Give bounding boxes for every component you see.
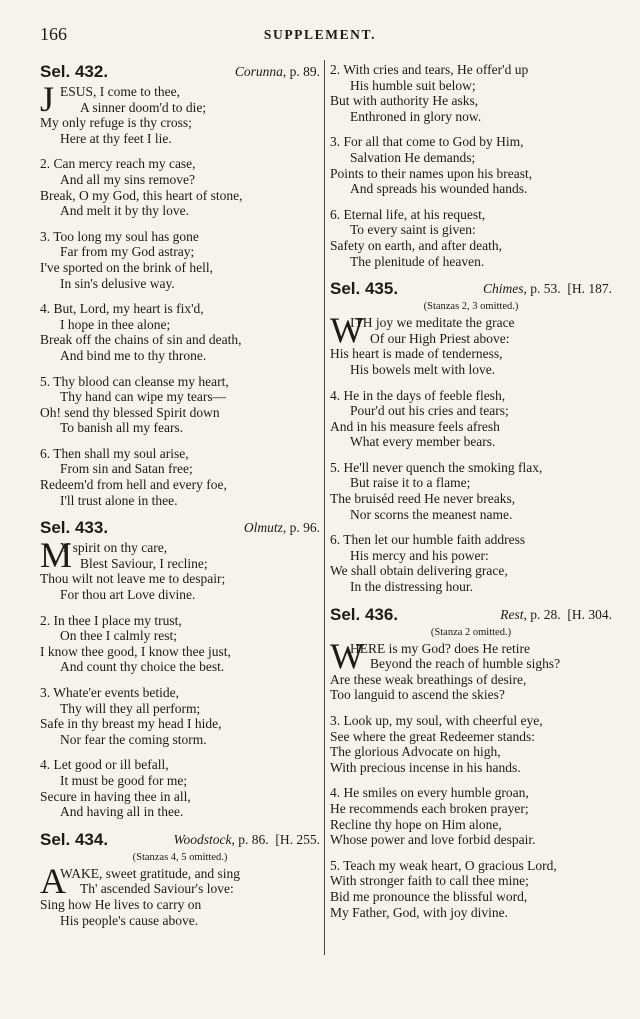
tune-reference [500, 607, 612, 623]
verse-line: 2. In thee I place my trust, [40, 612, 182, 628]
page-header [40, 24, 600, 46]
verse-line: 5. Teach my weak heart, O gracious Lord, [330, 857, 557, 873]
verse-line: To every saint is given: [350, 222, 476, 238]
verse-line: Thou wilt not leave me to despair; [40, 571, 226, 587]
verse-line: I hope in thee alone; [60, 316, 171, 332]
hymn-436-heading [330, 605, 612, 625]
stanza [330, 134, 612, 196]
page-number: 166 [40, 24, 67, 44]
verse-line: Y spirit on thy care, [60, 540, 168, 556]
tune-name: Chimes [483, 281, 524, 297]
right-column [330, 62, 612, 930]
verse-line: In sin's delusive way. [60, 275, 175, 291]
verse-line: On thee I calmly rest; [60, 628, 177, 644]
verse-line: Thy hand can wipe my tears— [60, 389, 227, 405]
stanza [330, 858, 612, 920]
verse-line: Nor fear the coming storm. [60, 731, 207, 747]
verse-line: 2. Can mercy reach my case, [40, 156, 196, 172]
stanza [40, 685, 320, 747]
stanza [40, 156, 320, 218]
drop-cap: A [40, 860, 66, 901]
verse-line: 3. Look up, my soul, with cheerful eye, [330, 713, 543, 728]
tune-name: Corunna [234, 64, 283, 79]
verse-line: Are these weak breathings of desire, [330, 671, 527, 687]
verse-line: 3. For all that come to God by Him, [330, 134, 524, 150]
verse-line: HERE is my God? does He retire [350, 640, 530, 656]
stanza-first [40, 860, 320, 928]
verse-line: The glorious Advocate on high, [330, 744, 501, 760]
verse-line: Break, O my God, this heart of stone, [40, 187, 243, 203]
verse-line: The bruiséd reed He never breaks, [330, 491, 516, 507]
verse-line: And in his measure feels afresh [330, 418, 500, 434]
verse-line: Break off the chains of sin and death, [40, 332, 242, 348]
verse-line: Safe in thy breast my head I hide, [40, 716, 222, 732]
verse-line: 6. Then let our humble faith address [330, 532, 526, 548]
verse-line: Whose power and love forbid despair. [330, 832, 536, 848]
hymnal-reference: [H. 255. [275, 831, 320, 847]
verse-line: 2. With cries and tears, He offer'd up [330, 62, 529, 77]
hymn-number: Sel. 432. [40, 62, 109, 81]
hymnal-reference: [H. 304. [567, 606, 612, 622]
verse-line: And melt it by thy love. [60, 203, 189, 219]
verse-line: Thy will they all perform; [60, 700, 201, 716]
verse-line: My only refuge is thy cross; [40, 115, 192, 131]
stanza-first [330, 635, 612, 703]
verse-line: 5. Thy blood can cleanse my heart, [40, 373, 229, 389]
drop-cap: W [330, 310, 364, 351]
hymn-435-heading [330, 279, 612, 299]
stanza [40, 229, 320, 291]
stanza [330, 388, 612, 450]
drop-cap: J [40, 79, 55, 119]
verse-line: I'll trust alone in thee. [60, 492, 178, 508]
verse-line: Beyond the reach of humble sighs? [370, 656, 561, 672]
verse-line: Pour'd out his cries and tears; [350, 403, 509, 419]
verse-line: His people's cause above. [60, 912, 199, 928]
stanza-first [40, 535, 320, 603]
verse-line: Recline thy hope on Him alone, [330, 816, 502, 832]
tune-reference [483, 281, 612, 297]
verse-line: And all my sins remove? [60, 171, 195, 187]
verse-line: Redeem'd from hell and every foe, [40, 477, 227, 493]
drop-cap: W [330, 635, 364, 676]
hymn-number: Sel. 436. [330, 604, 399, 624]
verse-line: Far from my God astray; [60, 244, 195, 260]
verse-line: His heart is made of tenderness, [330, 346, 503, 362]
verse-line: His mercy and his power: [350, 547, 489, 563]
verse-line: Bid me pronounce the blissful word, [330, 888, 528, 904]
hymn-434-heading [40, 830, 320, 850]
verse-line: With precious incense in his hands. [330, 759, 521, 775]
verse-line: Too languid to ascend the skies? [330, 687, 505, 703]
hymn-number: Sel. 433. [40, 518, 109, 538]
stanza [40, 374, 320, 436]
verse-line: Nor scorns the meanest name. [350, 506, 513, 522]
verse-line: His humble suit below; [350, 77, 476, 93]
tune-reference [174, 832, 321, 848]
verse-line: 5. He'll never quench the smoking flax, [330, 459, 543, 475]
verse-line: From sin and Satan free; [60, 461, 193, 477]
verse-line: 3. Whate'er events betide, [40, 685, 180, 700]
verse-line: And spreads his wounded hands. [350, 181, 528, 197]
omitted-note: (Stanza 2 omitted.) [430, 626, 512, 638]
hymn-432-heading [40, 62, 320, 82]
running-head: SUPPLEMENT. [263, 27, 377, 42]
verse-line: With stronger faith to call thee mine; [330, 873, 529, 889]
left-column [40, 62, 320, 938]
verse-line: Safety on earth, and after death, [330, 237, 503, 253]
verse-line: Salvation He demands; [350, 149, 476, 165]
stanza [40, 757, 320, 819]
verse-line: But with authority He asks, [330, 93, 479, 109]
tune-page: , p. 86. [231, 831, 269, 847]
hymnal-reference: [H. 187. [567, 281, 612, 297]
verse-line: Points to their names upon his breast, [330, 165, 533, 181]
tune-name: Woodstock [173, 831, 232, 847]
stanza [330, 62, 612, 124]
stanza [40, 446, 320, 508]
verse-line: Secure in having thee in all, [40, 788, 191, 804]
tune-name: Rest [500, 606, 524, 622]
verse-line: In the distressing hour. [350, 579, 473, 595]
verse-line: WAKE, sweet gratitude, and sing [60, 865, 240, 881]
omitted-note: (Stanzas 2, 3 omitted.) [423, 301, 519, 313]
verse-line: Here at thy feet I lie. [60, 130, 172, 146]
verse-line: And bind me to thy throne. [60, 347, 207, 363]
tune-page: , p. 96. [282, 520, 320, 536]
verse-line: ITH joy we meditate the grace [350, 315, 515, 331]
verse-line: Oh! send thy blessed Spirit down [40, 404, 220, 420]
verse-line: A sinner doom'd to die; [80, 99, 207, 115]
verse-line: 6. Eternal life, at his request, [330, 206, 486, 222]
verse-line: Sing how He lives to carry on [40, 896, 202, 912]
hymn-number: Sel. 435. [330, 279, 399, 299]
tune-name: Olmutz [243, 520, 283, 536]
verse-line: What every member bears. [350, 434, 496, 450]
verse-line: Th' ascended Saviour's love: [80, 881, 234, 897]
verse-line: 6. Then shall my soul arise, [40, 445, 189, 461]
drop-cap: M [40, 535, 73, 576]
verse-line: To banish all my fears. [60, 420, 184, 436]
verse-line: His bowels melt with love. [350, 361, 496, 377]
verse-line: 3. Too long my soul has gone [40, 228, 199, 244]
stanza [40, 613, 320, 675]
verse-line: I know thee good, I know thee just, [40, 643, 231, 659]
stanza [330, 460, 612, 522]
verse-line: I've sported on the brink of hell, [40, 259, 214, 275]
verse-line: Blest Saviour, I recline; [80, 555, 208, 571]
tune-reference [235, 64, 320, 80]
verse-line: 4. He smiles on every humble groan, [330, 785, 529, 801]
verse-line: Enthroned in glory now. [350, 108, 482, 124]
stanza-first [40, 79, 320, 146]
tune-page: , p. 53. [523, 281, 561, 297]
tune-reference [244, 520, 320, 536]
tune-page: , p. 28. [523, 606, 561, 622]
stanza-first [330, 310, 612, 377]
column-divider [324, 60, 325, 955]
verse-line: And having all in thee. [60, 804, 184, 820]
stanza [330, 713, 612, 775]
verse-line: He recommends each broken prayer; [330, 800, 529, 816]
omitted-note: (Stanzas 4, 5 omitted.) [132, 851, 228, 863]
stanza [330, 532, 612, 594]
verse-line: The plenitude of heaven. [350, 253, 485, 269]
stanza [330, 785, 612, 847]
verse-line: We shall obtain delivering grace, [330, 563, 508, 579]
tune-page: , p. 89. [282, 64, 320, 79]
verse-line: Of our High Priest above: [370, 330, 510, 346]
verse-line: See where the great Redeemer stands: [330, 728, 536, 744]
verse-line: 4. He in the days of feeble flesh, [330, 387, 506, 403]
verse-line: 4. But, Lord, my heart is fix'd, [40, 301, 204, 317]
verse-line: For thou art Love divine. [60, 587, 196, 603]
verse-line: But raise it to a flame; [350, 475, 471, 491]
hymn-number: Sel. 434. [40, 829, 109, 849]
verse-line: It must be good for me; [60, 772, 188, 788]
verse-line: ESUS, I come to thee, [60, 84, 180, 99]
verse-line: My Father, God, with joy divine. [330, 904, 508, 920]
verse-line: And count thy choice the best. [60, 659, 225, 675]
stanza [40, 301, 320, 363]
hymn-433-heading [40, 518, 320, 538]
verse-line: 4. Let good or ill befall, [40, 757, 169, 773]
stanza [330, 207, 612, 269]
